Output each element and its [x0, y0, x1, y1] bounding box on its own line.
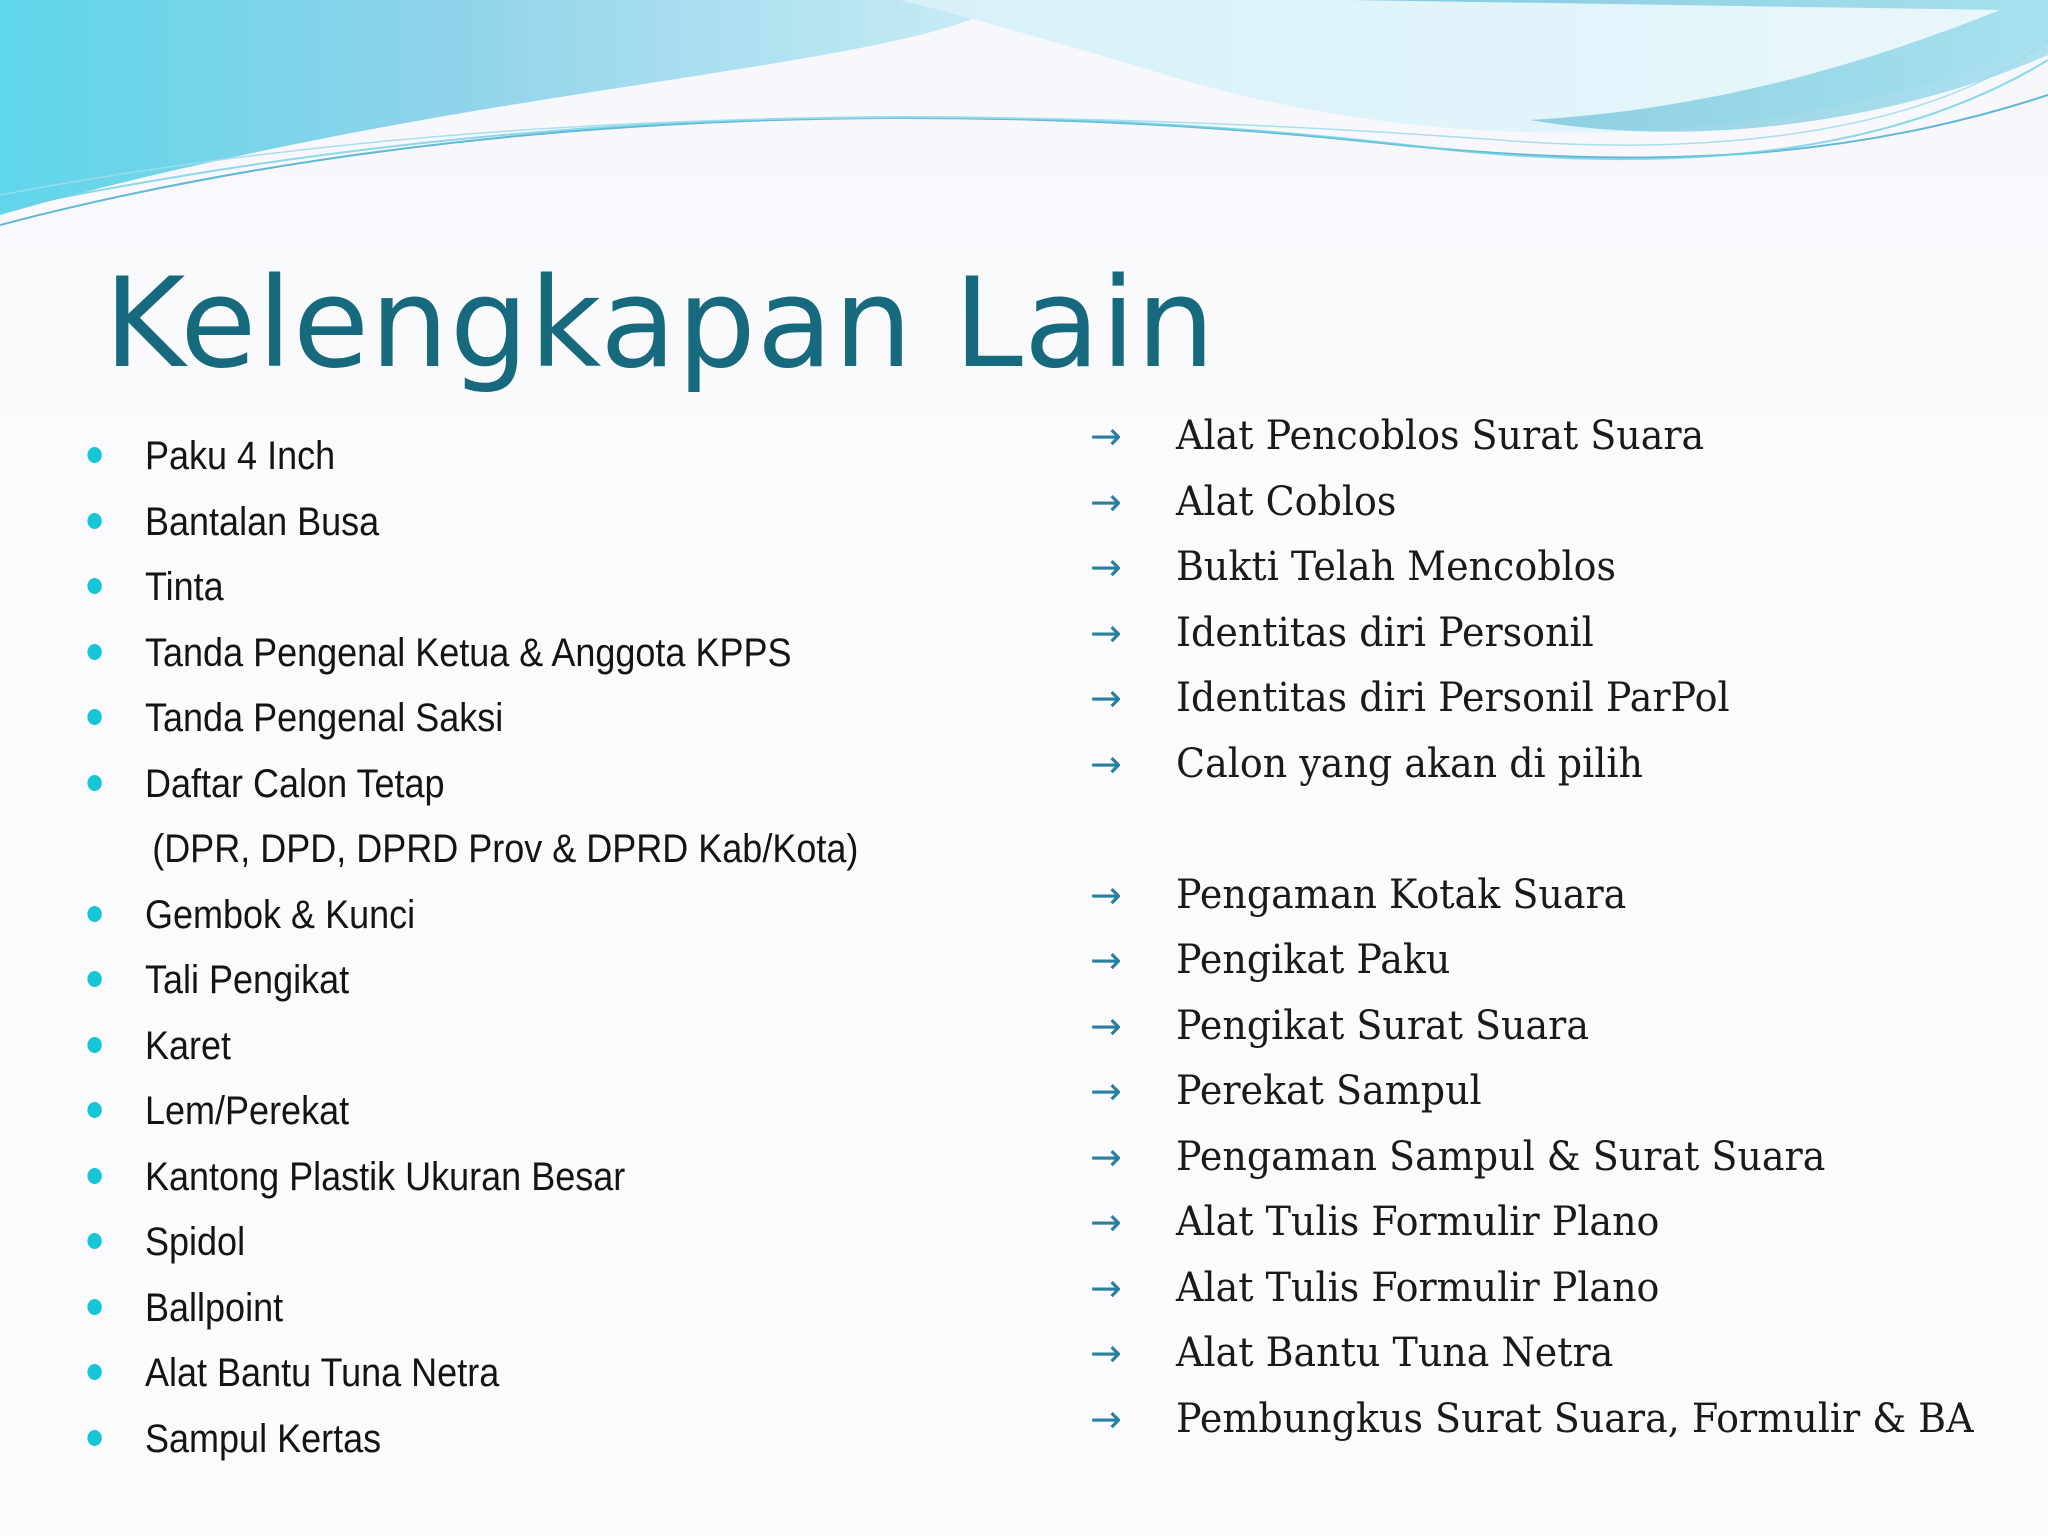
arrow-right-icon: → [1090, 872, 1122, 917]
list-item [82, 692, 982, 758]
list-item [1090, 1131, 2040, 1197]
right-list [1090, 410, 2040, 1458]
list-item [82, 889, 982, 955]
list-item-text: Lem/Perekat [145, 1089, 350, 1133]
list-item [82, 496, 982, 562]
list-item-text: Spidol [145, 1220, 246, 1264]
list-item [82, 561, 982, 627]
list-item-text: Pembungkus Surat Suara, Formulir & BA [1176, 1395, 1974, 1442]
bullet-dot-icon [87, 775, 101, 791]
list-item-text: Tali Pengikat [145, 958, 350, 1002]
left-list [82, 430, 1082, 1478]
list-item-text: Daftar Calon Tetap [145, 761, 445, 806]
list-item-text: Alat Pencoblos Surat Suara [1176, 413, 1705, 459]
list-item [82, 1020, 982, 1086]
arrow-right-icon: → [1090, 610, 1122, 655]
list-item-text: Karet [145, 1023, 232, 1068]
list-item-text: Tinta [145, 565, 224, 609]
list-item-text: Pengikat Paku [1176, 937, 1451, 983]
bullet-dot-icon [87, 1364, 101, 1380]
bullet-dot-icon [87, 1299, 101, 1315]
arrow-right-icon: → [1090, 1200, 1122, 1244]
list-item [82, 627, 982, 693]
list-item-text: Alat Bantu Tuna Netra [145, 1351, 500, 1395]
list-item [1090, 934, 2040, 1000]
list-item [82, 1216, 982, 1282]
list-item [82, 1282, 982, 1348]
list-item [1090, 607, 2040, 673]
page-title: Kelengkapan Lain [104, 252, 1216, 396]
wave-decoration [0, 0, 2048, 260]
list-item [82, 430, 982, 496]
bullet-dot-icon [87, 906, 101, 922]
list-item [82, 1151, 982, 1217]
list-item-text: Calon yang akan di pilih [1176, 740, 1644, 787]
list-item [82, 758, 982, 824]
list-item [1090, 869, 2040, 935]
bullet-dot-icon [87, 709, 101, 725]
arrow-right-icon: → [1090, 1134, 1122, 1179]
list-item-continuation [82, 823, 982, 889]
list-item-text: Kantong Plastik Ukuran Besar [145, 1154, 626, 1199]
list-item [1090, 1393, 2040, 1459]
bullet-dot-icon [87, 1168, 101, 1184]
bullet-dot-icon [87, 1102, 101, 1118]
arrow-right-icon: → [1090, 545, 1122, 589]
arrow-right-icon: → [1090, 1331, 1122, 1375]
list-item-text: Ballpoint [145, 1285, 284, 1330]
list-item-text: Alat Tulis Formulir Plano [1176, 1264, 1660, 1311]
list-item-text: Identitas diri Personil [1176, 609, 1594, 656]
arrow-right-icon: → [1090, 1265, 1122, 1310]
list-item [1090, 738, 2040, 804]
list-spacer [1090, 803, 2040, 869]
list-item [82, 1085, 982, 1151]
list-item-text: Identitas diri Personil ParPol [1176, 675, 1730, 721]
bullet-dot-icon [87, 644, 101, 660]
arrow-right-icon: → [1090, 479, 1122, 524]
list-item [1090, 1327, 2040, 1393]
arrow-right-icon: → [1090, 741, 1122, 786]
list-item [1090, 1065, 2040, 1131]
list-item [1090, 1000, 2040, 1066]
bullet-dot-icon [87, 1037, 101, 1053]
list-item-text: Tanda Pengenal Ketua & Anggota KPPS [145, 630, 792, 675]
list-item-text: Paku 4 Inch [145, 434, 336, 478]
bullet-dot-icon [87, 971, 101, 987]
list-item-text: Pengaman Kotak Suara [1176, 871, 1627, 918]
arrow-right-icon: → [1090, 1003, 1122, 1048]
list-item [1090, 672, 2040, 738]
list-item-text: Alat Coblos [1176, 478, 1397, 525]
bullet-dot-icon [87, 447, 101, 463]
list-item-text: (DPR, DPD, DPRD Prov & DPRD Kab/Kota) [152, 827, 859, 871]
list-item-text: Sampul Kertas [145, 1416, 382, 1461]
arrow-right-icon: → [1090, 1396, 1122, 1441]
list-item [82, 1413, 982, 1479]
list-item-text: Pengikat Surat Suara [1176, 1002, 1589, 1049]
bullet-dot-icon [87, 1233, 101, 1249]
list-item-text: Alat Tulis Formulir Plano [1176, 1199, 1660, 1245]
list-item-text: Perekat Sampul [1176, 1068, 1482, 1114]
list-item [1090, 1196, 2040, 1262]
arrow-right-icon: → [1090, 938, 1122, 982]
arrow-right-icon: → [1090, 414, 1122, 458]
list-item [1090, 541, 2040, 607]
arrow-right-icon: → [1090, 676, 1122, 720]
list-item [1090, 1262, 2040, 1328]
list-item-text: Tanda Pengenal Saksi [145, 696, 504, 740]
list-item [82, 954, 982, 1020]
bullet-dot-icon [87, 1430, 101, 1446]
arrow-right-icon: → [1090, 1069, 1122, 1113]
list-item [1090, 410, 2040, 476]
list-item-text: Bantalan Busa [145, 499, 380, 544]
list-item [82, 1347, 982, 1413]
list-item-text: Pengaman Sampul & Surat Suara [1176, 1133, 1826, 1180]
list-item-text: Gembok & Kunci [145, 892, 416, 937]
list-item [1090, 476, 2040, 542]
list-item-text: Alat Bantu Tuna Netra [1176, 1330, 1614, 1376]
bullet-dot-icon [87, 513, 101, 529]
list-item-text: Bukti Telah Mencoblos [1176, 544, 1617, 590]
bullet-dot-icon [87, 578, 101, 594]
